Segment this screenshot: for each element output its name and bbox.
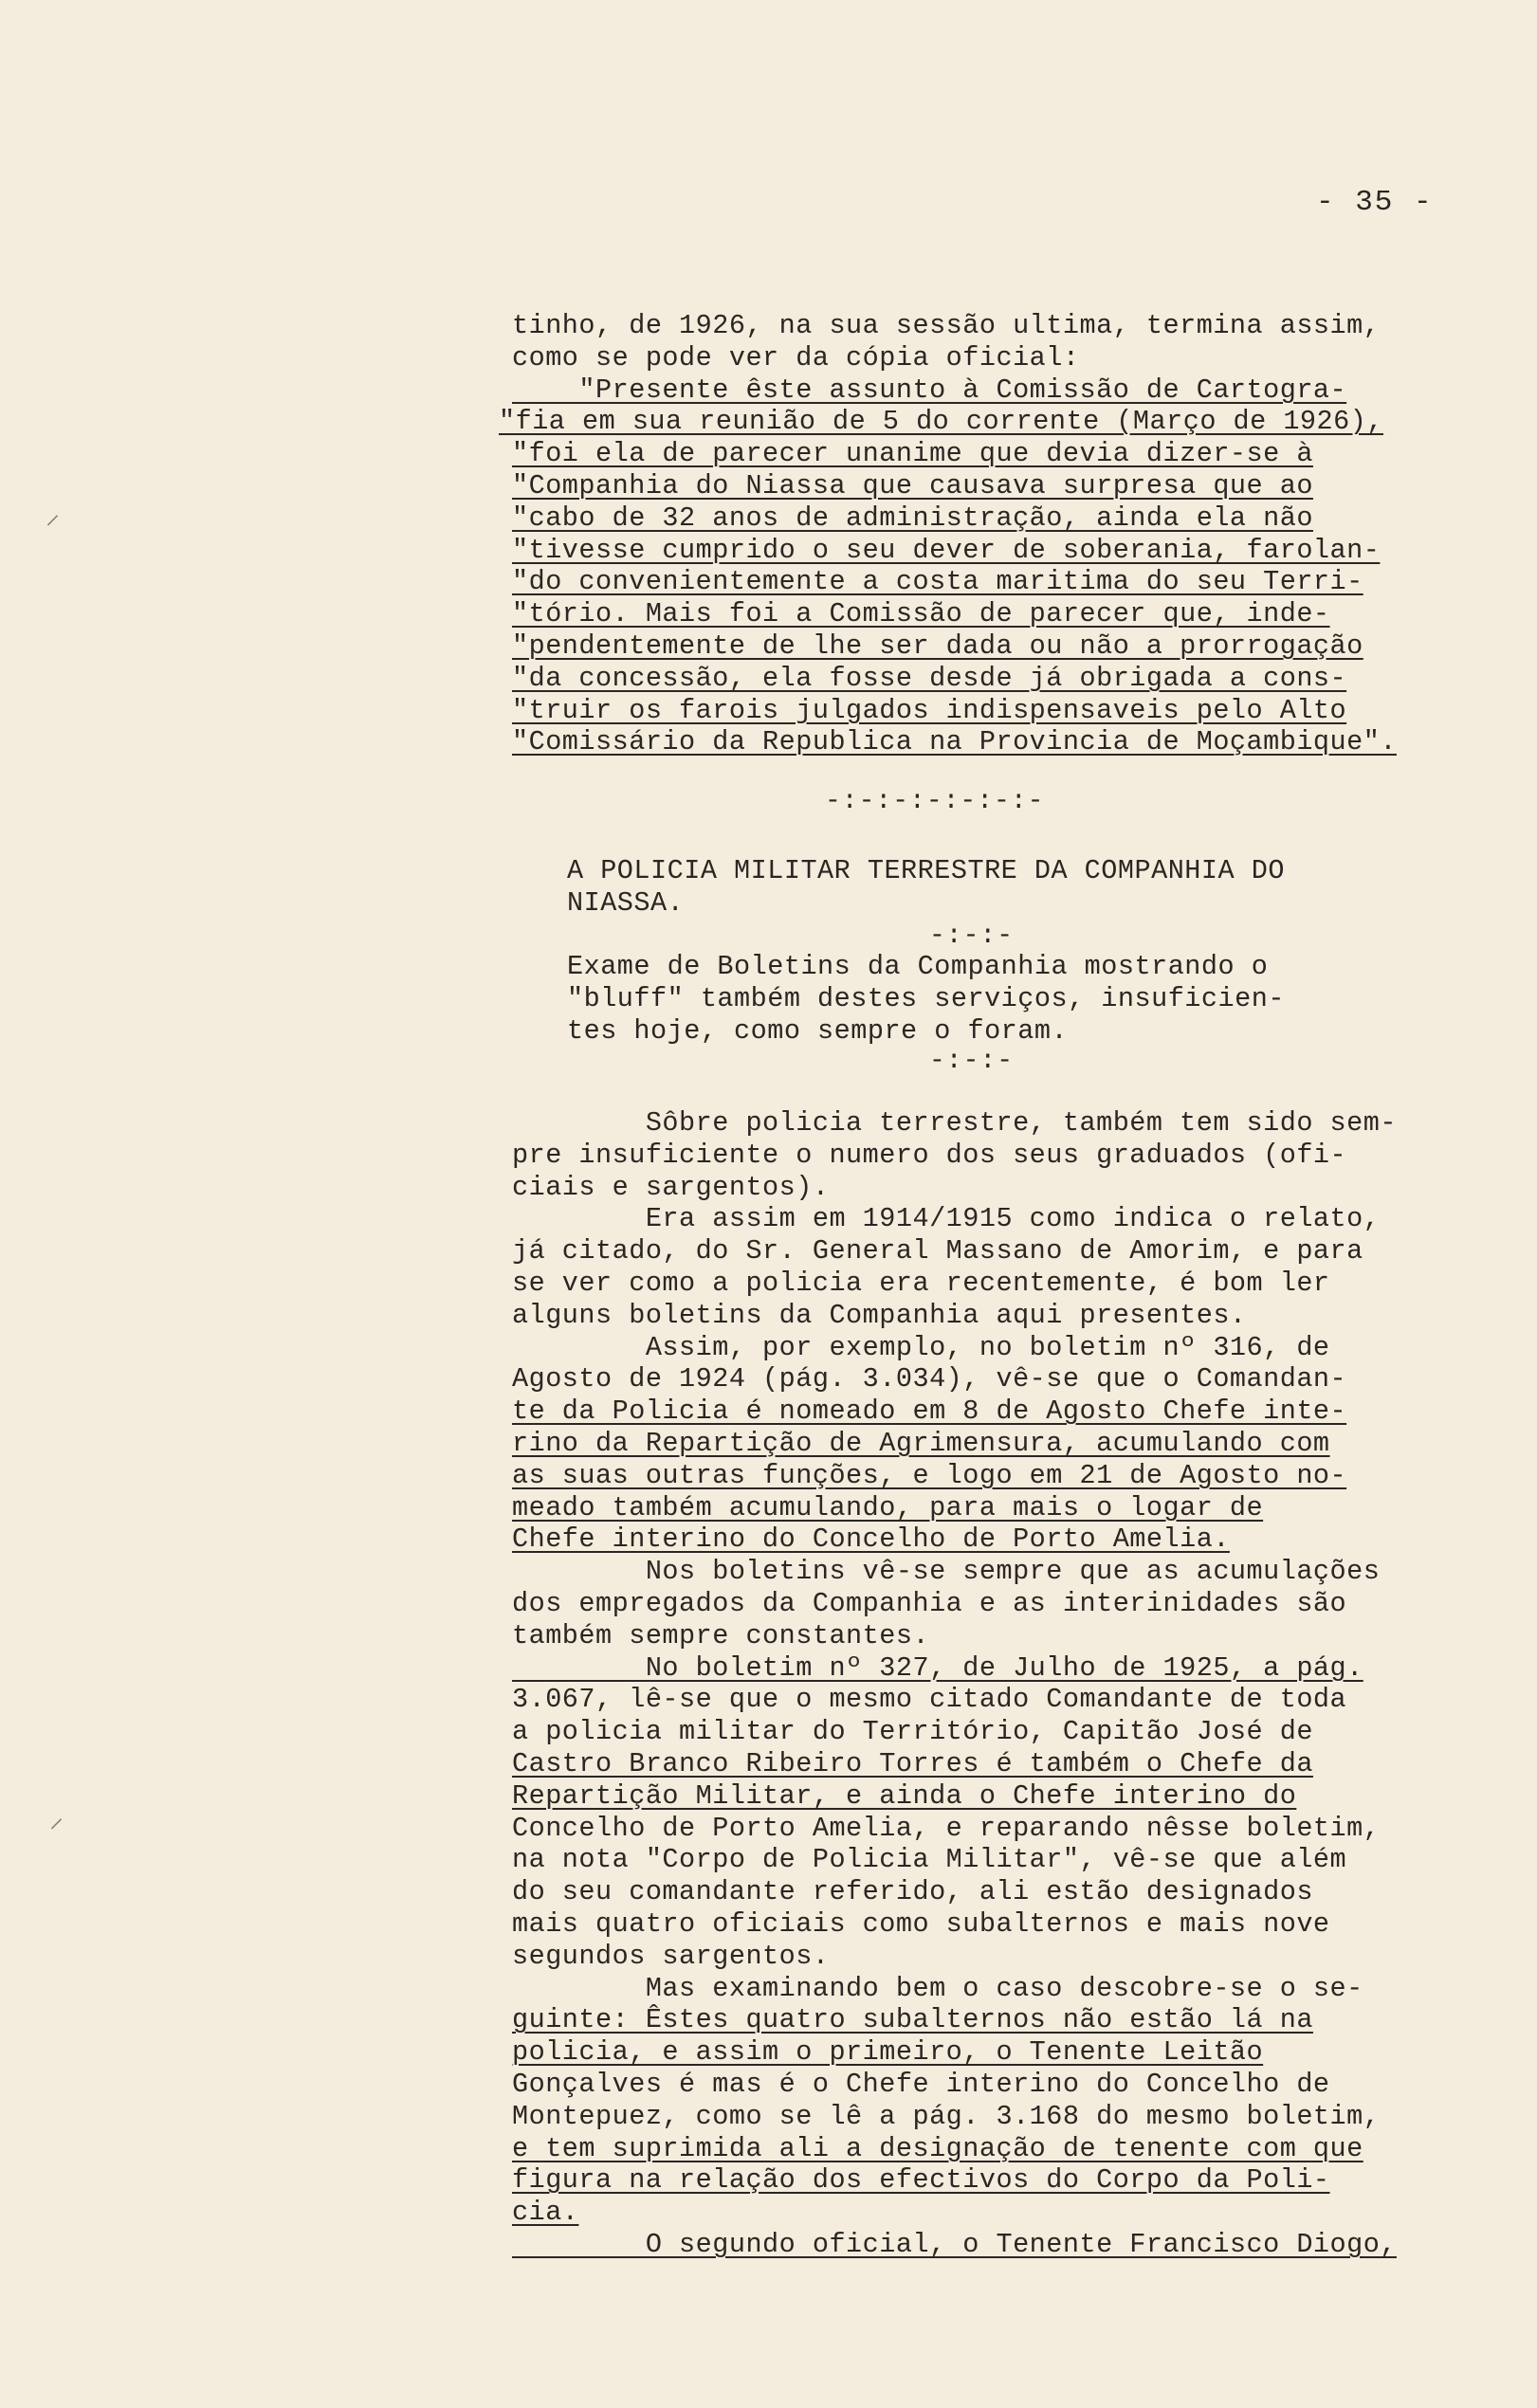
text-line: as suas outras funções, e logo em 21 de Agosto no-: [512, 1459, 1347, 1491]
small-separator: -:-:-: [929, 1047, 1015, 1076]
text-line: tinho, de 1926, na sua sessão ultima, termina assim,: [512, 310, 1381, 341]
text-line: Montepuez, como se lê a pág. 3.168 do mesmo boletim,: [512, 2100, 1381, 2132]
quote-paragraph: [499, 310, 1517, 758]
section-title: [567, 855, 1537, 920]
text-line: "tivesse cumprido o seu dever de soberania, farolan-: [512, 534, 1381, 566]
text-line: como se pode ver da cópia oficial:: [512, 341, 1080, 374]
text-line: ciais e sargentos).: [512, 1171, 830, 1203]
text-line: policia, e assim o primeiro, o Tenente Leitão: [512, 2036, 1264, 2069]
text-line: "da concessão, ela fosse desde já obrigada a cons-: [512, 662, 1347, 694]
small-separator: -:-:-: [929, 921, 1015, 951]
text-line: O segundo oficial, o Tenente Francisco Diogo,: [512, 2228, 1397, 2260]
text-line: "tório. Mais foi a Comissão de parecer que, inde-: [512, 598, 1330, 630]
text-line: "pendentemente de lhe ser dada ou não a prorrogação: [512, 629, 1363, 662]
text-line: Agosto de 1924 (pág. 3.034), vê-se que o Comandan-: [512, 1363, 1347, 1396]
text-line: Sôbre policia terrestre, também tem sido sem-: [512, 1107, 1397, 1139]
text-line: "Comissário da Republica na Provincia de Moçambique".: [512, 726, 1397, 758]
text-line: Chefe interino do Concelho de Porto Amelia.: [512, 1523, 1230, 1556]
title-line: A POLICIA MILITAR TERRESTRE DA COMPANHIA DO: [567, 855, 1285, 886]
text-line: Concelho de Porto Amelia, e reparando nêsse boletim,: [512, 1812, 1381, 1844]
title-line: NIASSA.: [567, 886, 685, 919]
text-line: "fia em sua reunião de 5 do corrente (Março de 1926),: [499, 406, 1383, 438]
text-line: meado também acumulando, para mais o logar de: [512, 1491, 1264, 1523]
text-line: também sempre constantes.: [512, 1619, 930, 1651]
text-line: já citado, do Sr. General Massano de Amorim, e para: [512, 1235, 1363, 1268]
text-line: cia.: [512, 2197, 579, 2229]
text-line: "do convenientemente a costa maritima do seu Terri-: [512, 566, 1363, 598]
text-line: Nos boletins vê-se sempre que as acumulações: [512, 1556, 1381, 1588]
text-line: na nota "Corpo de Policia Militar", vê-se que além: [512, 1844, 1347, 1876]
text-line: Gonçalves é mas é o Chefe interino do Concelho de: [512, 2068, 1330, 2100]
section-subtitle: [567, 951, 1537, 1047]
body-text: [512, 1107, 1517, 2261]
text-line: Castro Branco Ribeiro Torres é também o Chefe da: [512, 1747, 1313, 1779]
text-line: do seu comandante referido, ali estão designados: [512, 1876, 1313, 1908]
text-line: "Companhia do Niassa que causava surpresa que ao: [512, 469, 1313, 502]
text-line: figura na relação dos efectivos do Corpo da Poli-: [512, 2164, 1330, 2197]
text-line: Assim, por exemplo, no boletim nº 316, de: [512, 1331, 1330, 1363]
text-line: mais quatro oficiais como subalternos e mais nove: [512, 1907, 1330, 1940]
section-separator: -:-:-:-:-:-:-: [825, 787, 1045, 816]
text-line: 3.067, lê-se que o mesmo citado Comandante de toda: [512, 1684, 1347, 1716]
subtitle-line: "bluff" também destes serviços, insuficien-: [567, 982, 1285, 1014]
text-line: te da Policia é nomeado em 8 de Agosto Chefe inte-: [512, 1396, 1347, 1428]
text-line: alguns boletins da Companhia aqui presentes.: [512, 1299, 1247, 1331]
text-line: rino da Repartição de Agrimensura, acumulando com: [512, 1427, 1330, 1459]
text-line: pre insuficiente o numero dos seus graduados (ofi-: [512, 1139, 1347, 1171]
text-line: "truir os farois julgados indispensaveis pelo Alto: [512, 694, 1347, 726]
text-line: No boletim nº 327, de Julho de 1925, a pág.: [512, 1651, 1363, 1684]
pencil-mark-icon: ⸝: [49, 1804, 64, 1836]
subtitle-line: tes hoje, como sempre o foram.: [567, 1014, 1069, 1047]
pencil-mark-icon: ⸝: [46, 501, 60, 533]
text-line: se ver como a policia era recentemente, é bom ler: [512, 1267, 1330, 1299]
text-line: segundos sargentos.: [512, 1940, 830, 1972]
text-line: Era assim em 1914/1915 como indica o relato,: [512, 1203, 1381, 1235]
text-line: Repartição Militar, e ainda o Chefe interino do: [512, 1779, 1297, 1812]
text-line: guinte: Êstes quatro subalternos não estão lá na: [512, 2004, 1313, 2036]
text-line: Mas examinando bem o caso descobre-se o se-: [512, 1972, 1363, 2004]
text-line: a policia militar do Território, Capitão José de: [512, 1716, 1313, 1748]
text-line: dos empregados da Companhia e as interinidades são: [512, 1587, 1347, 1619]
page-number: - 35 -: [1316, 186, 1434, 219]
text-line: "cabo de 32 anos de administração, ainda ela não: [512, 502, 1313, 534]
text-line: "Presente êste assunto à Comissão de Cartogra-: [512, 374, 1347, 406]
text-line: e tem suprimida ali a designação de tenente com que: [512, 2132, 1363, 2164]
subtitle-line: Exame de Boletins da Companhia mostrando o: [567, 951, 1269, 982]
text-line: "foi ela de parecer unanime que devia dizer-se à: [512, 438, 1313, 470]
